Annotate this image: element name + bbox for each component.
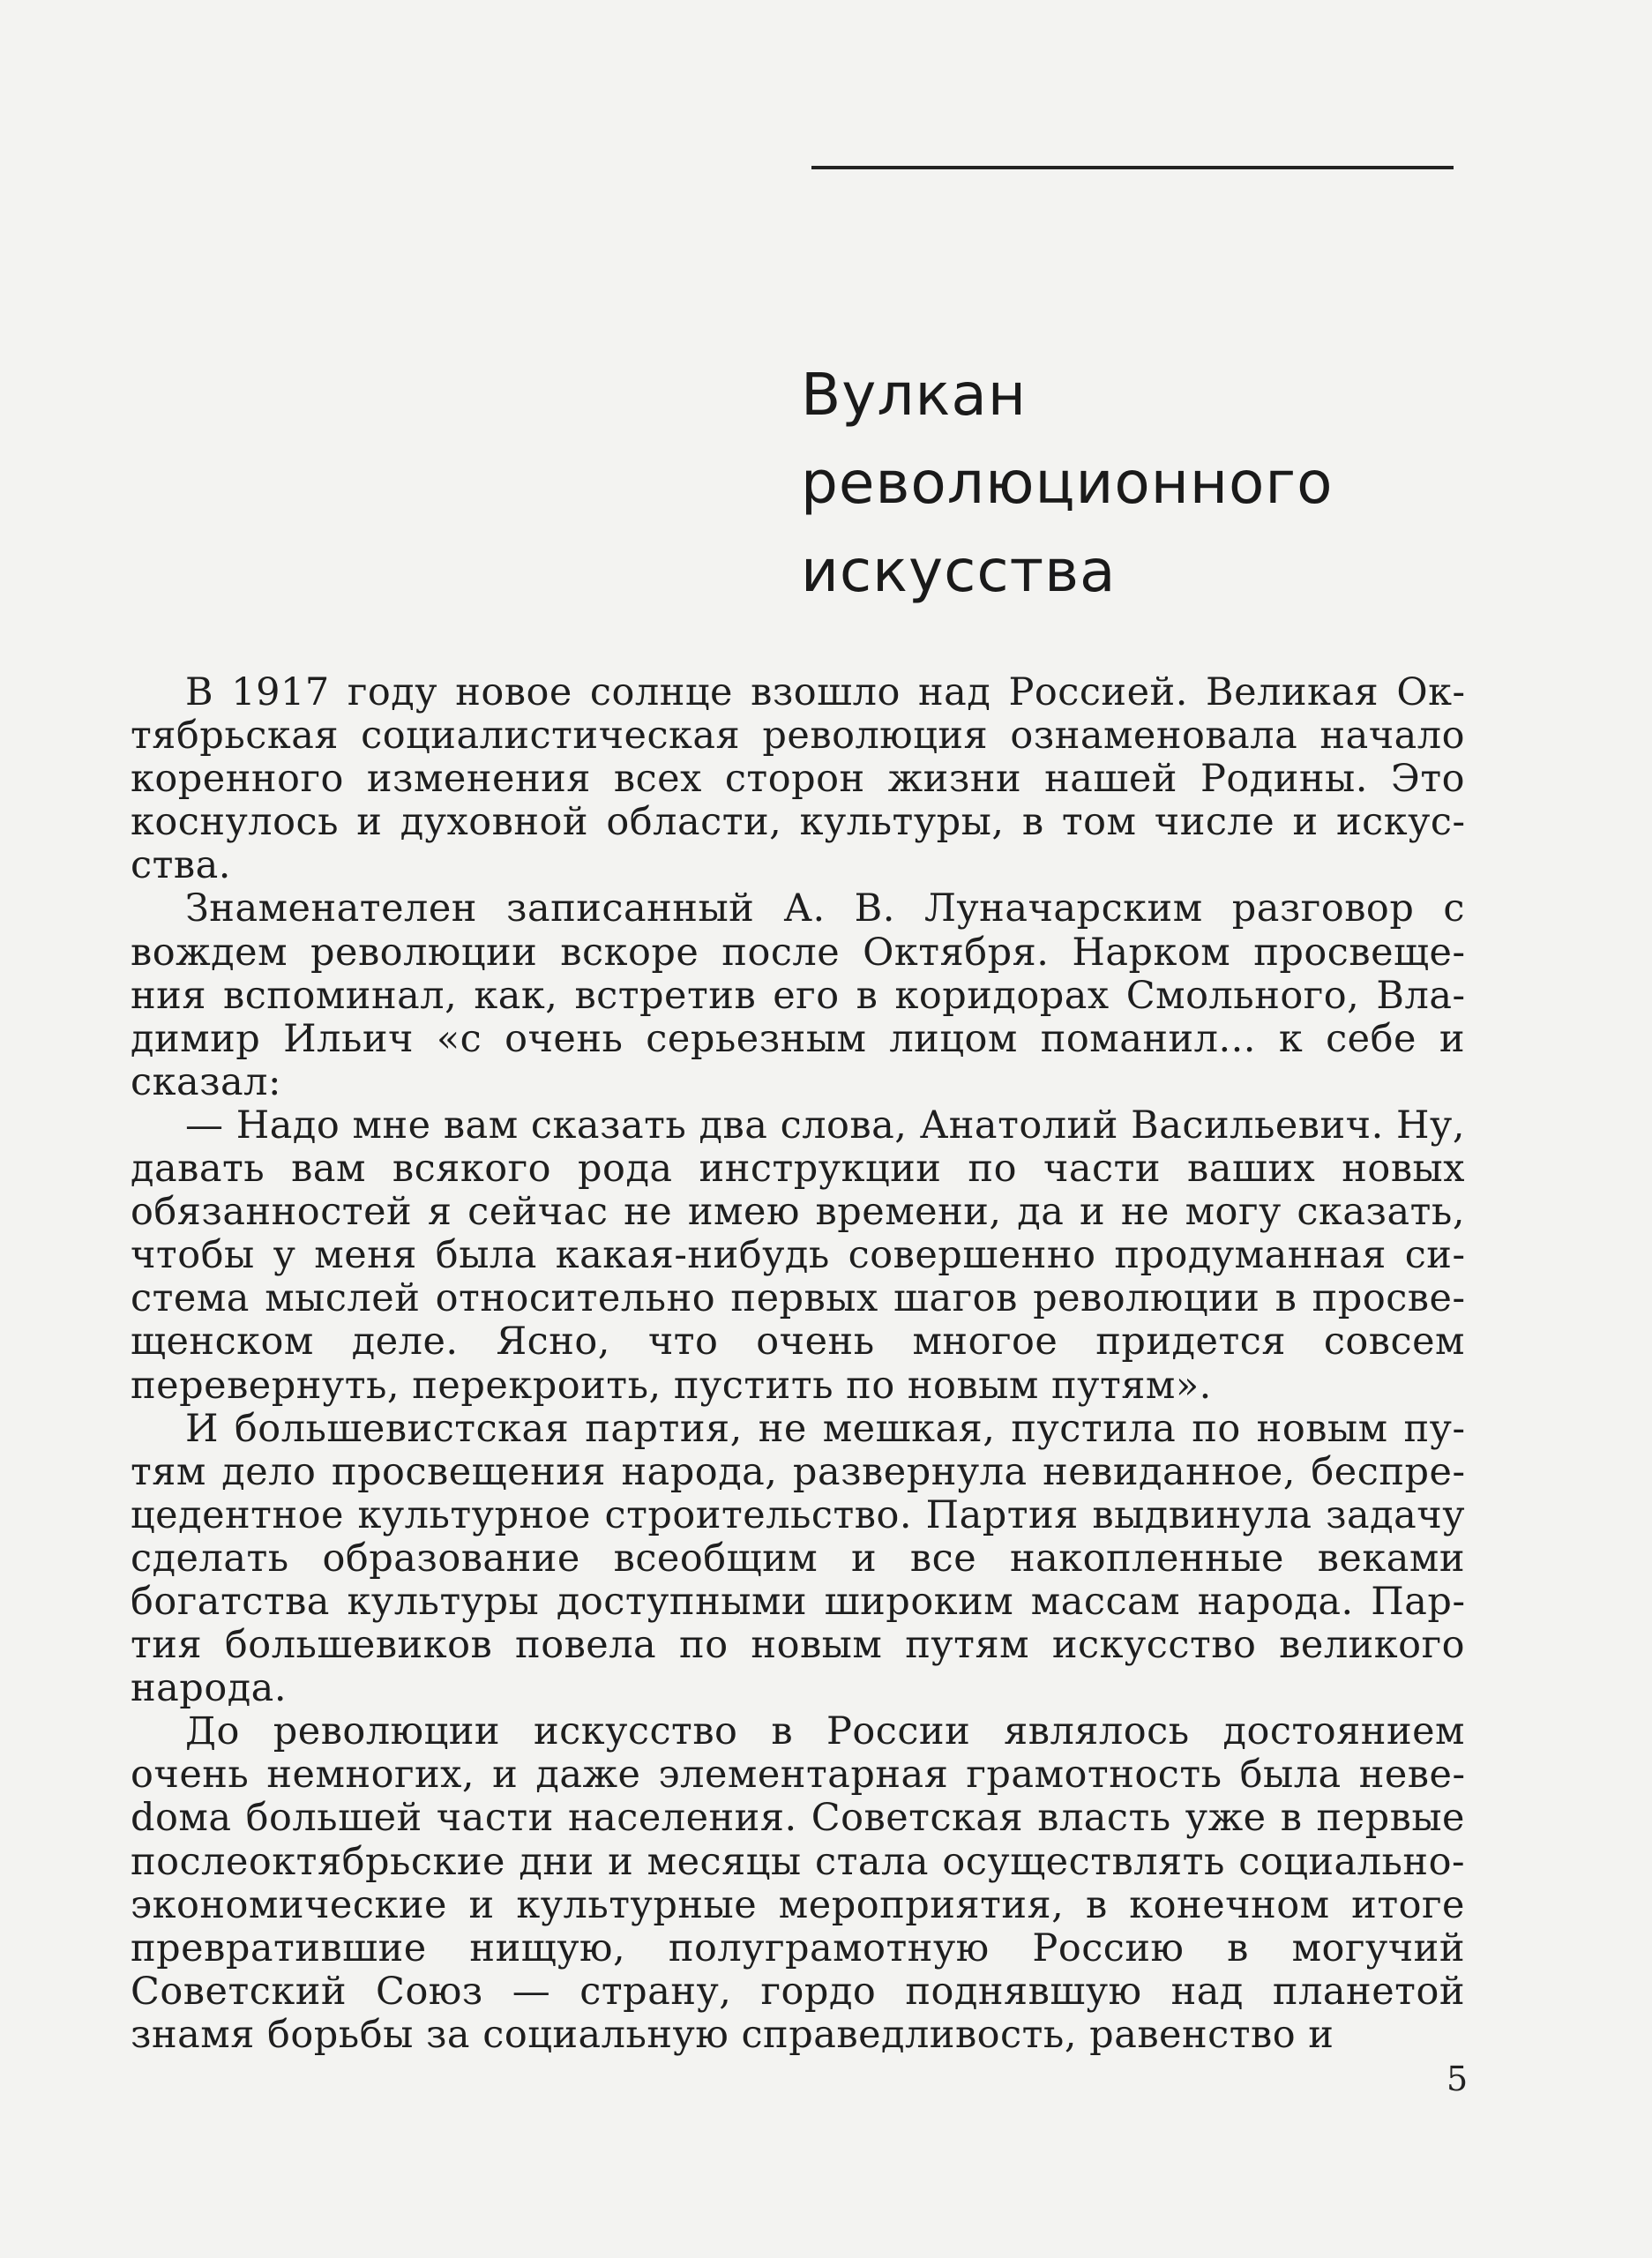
chapter-title-line-2: революционного: [801, 449, 1334, 517]
paragraph-1: В 1917 году новое солнце взошло над Россией. Великая Октябрьская социалистическая революция ознаменовала начало коренного изменения всех сторон жизни нашей Родины. Это коснулось и духовной области, культуры, в том числе и искусства.: [131, 670, 1465, 888]
chapter-title-line-1: Вулкан: [801, 361, 1027, 429]
page-number: 5: [1446, 2060, 1469, 2098]
paragraph-3: — Надо мне вам сказать два слова, Анатолий Васильевич. Ну, давать вам всякого рода инструкции по части ваших новых обязанностей я сейчас не имею времени, да и не могу сказать, чтобы у меня была какая-нибудь совершенно продуманная система мыслей относительно первых шагов революции в просвещенском деле. Ясно, что очень многое придется совсем перевернуть, перекроить, пустить по новым путям».: [131, 1103, 1465, 1408]
paragraph-2: Знаменателен записанный А. В. Луначарским разговор с вождем революции вскоре после Октября. Нарком просвещения вспоминал, как, встретив его в коридорах Смольного, Владимир Ильич «с очень серьезным лицом поманил... к себе и сказал:: [131, 886, 1465, 1104]
chapter-title: [801, 351, 1418, 616]
body-text: [131, 671, 1465, 2057]
chapter-title-line-3: искусства: [801, 537, 1117, 605]
paragraph-4: И большевистская партия, не мешкая, пустила по новым путям дело просвещения народа, развернула невиданное, беспрецедентное культурное строительство. Партия выдвинула задачу сделать образование всеобщим и все накопленные веками богатства культуры доступными широким массам народа. Партия большевиков повела по новым путям искусство великого народа.: [131, 1406, 1465, 1711]
paragraph-5: До революции искусство в России являлось достоянием очень немногих, и даже элементарная грамотность была невеdома большей части населения. Советская власть уже в первые послеоктябрьские дни и месяцы стала осуществлять социально-экономические и культурные мероприятия, в конечном итоге превратившие нищую, полуграмотную Россию в могучий Советский Союз — страну, гордо поднявшую над планетой знамя борьбы за социальную справедливость, равенство и: [131, 1709, 1465, 2057]
chapter-header-rule: [811, 166, 1454, 169]
